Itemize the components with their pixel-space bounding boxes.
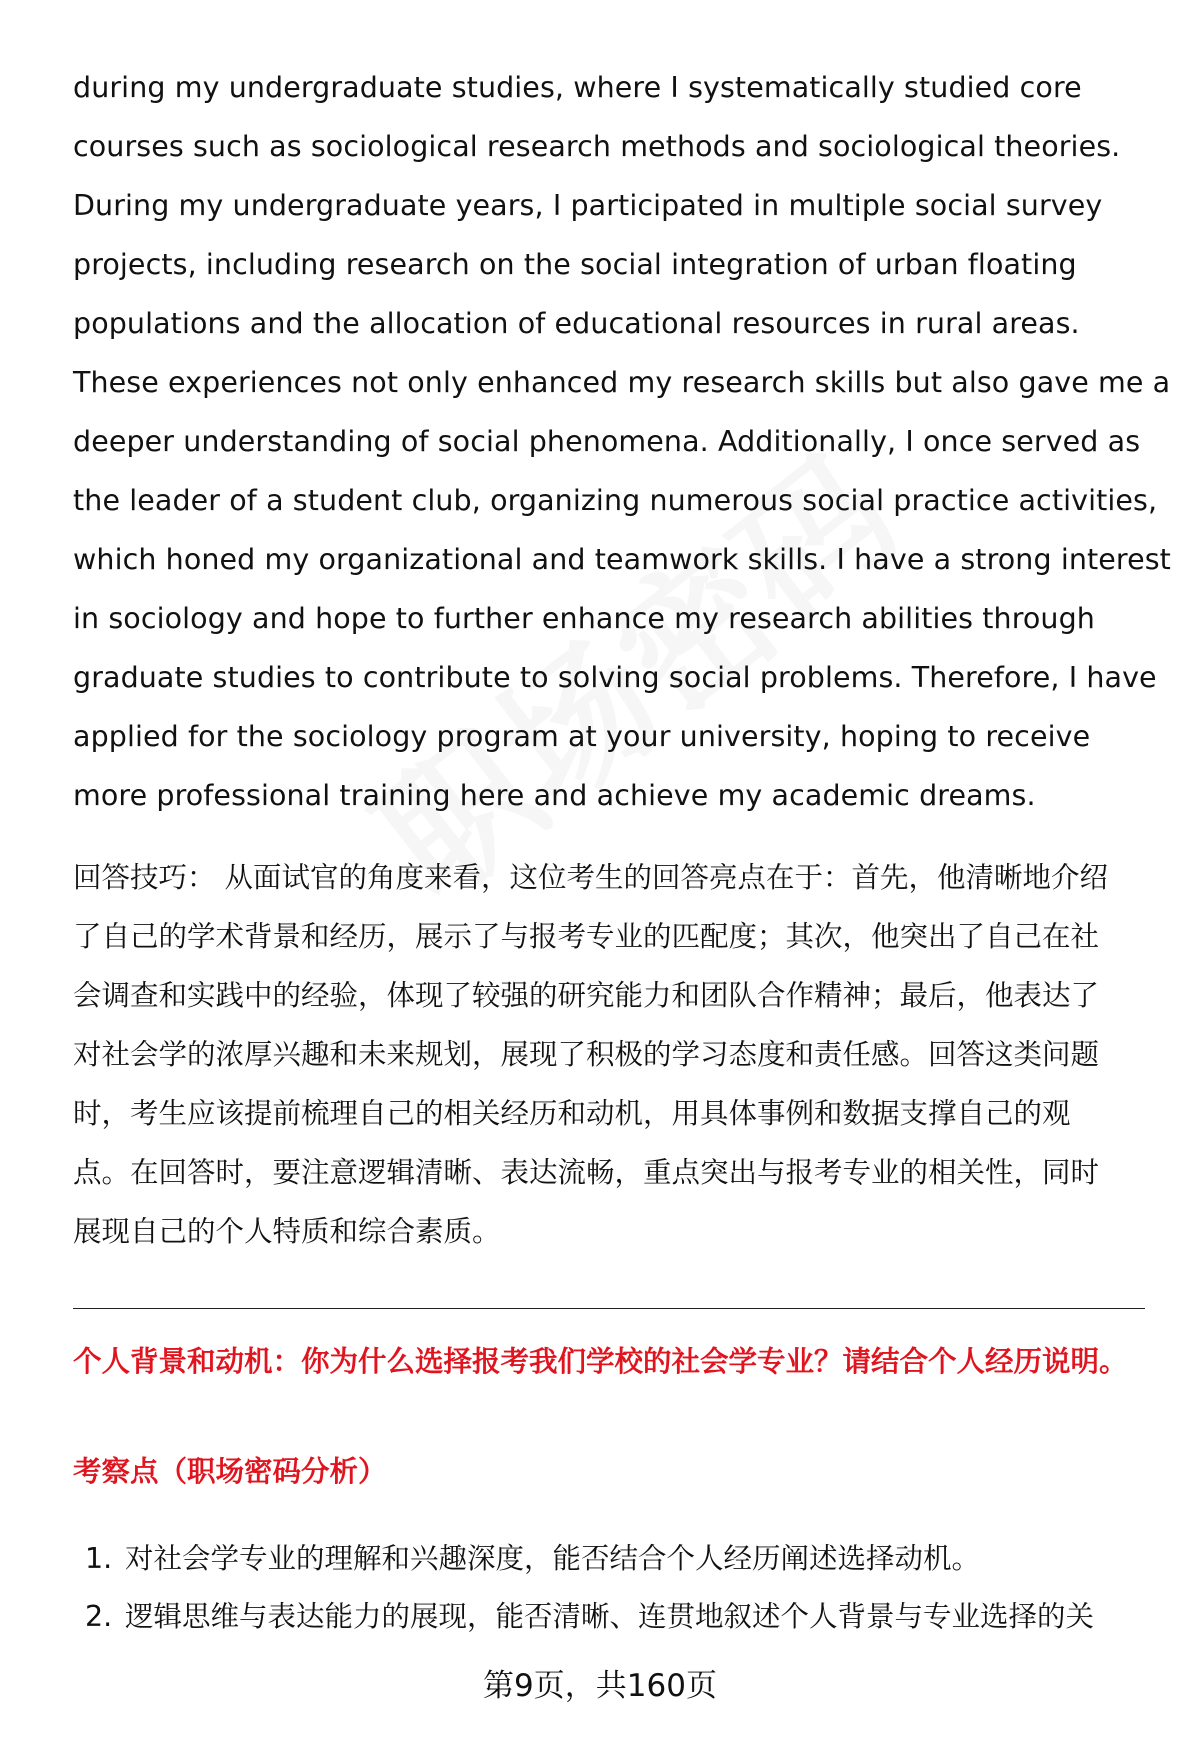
- answer-line: graduate studies to contribute to solving social problems. Therefore, I have: [73, 661, 1157, 694]
- tips-line: 展现自己的个人特质和综合素质。: [73, 1215, 501, 1248]
- list-item: [85, 1588, 1094, 1646]
- tips-line: 会调查和实践中的经验，体现了较强的研究能力和团队合作精神；最后，他表达了: [73, 979, 1100, 1012]
- answer-line: courses such as sociological research methods and sociological theories.: [73, 130, 1121, 163]
- answer-line: in sociology and hope to further enhance my research abilities through: [73, 602, 1095, 635]
- tips-line: 对社会学的浓厚兴趣和未来规划，展现了积极的学习态度和责任感。回答这类问题: [73, 1038, 1100, 1071]
- list-number: 2.: [85, 1600, 113, 1633]
- answer-line: deeper understanding of social phenomena. Additionally, I once served as: [73, 425, 1141, 458]
- answer-line: These experiences not only enhanced my research skills but also gave me a: [73, 366, 1171, 399]
- tips-line: 时，考生应该提前梳理自己的相关经历和动机，用具体事例和数据支撑自己的观: [73, 1097, 1071, 1130]
- page-number: 第9页，共160页: [483, 1668, 717, 1704]
- answer-line: projects, including research on the social integration of urban floating: [73, 248, 1077, 281]
- answer-line: applied for the sociology program at your university, hoping to receive: [73, 720, 1091, 753]
- answer-line: more professional training here and achieve my academic dreams.: [73, 779, 1036, 812]
- answer-line: the leader of a student club, organizing numerous social practice activities,: [73, 484, 1158, 517]
- list-number: 1.: [85, 1542, 113, 1575]
- answer-line: During my undergraduate years, I participated in multiple social survey: [73, 189, 1103, 222]
- section-heading: 考察点（职场密码分析）: [73, 1455, 387, 1488]
- tips-line: 点。在回答时，要注意逻辑清晰、表达流畅，重点突出与报考专业的相关性，同时: [73, 1156, 1100, 1189]
- question-title: 个人背景和动机：你为什么选择报考我们学校的社会学专业？请结合个人经历说明。: [73, 1345, 1128, 1378]
- answer-line: populations and the allocation of educational resources in rural areas.: [73, 307, 1080, 340]
- list-text: 逻辑思维与表达能力的展现，能否清晰、连贯地叙述个人背景与专业选择的关: [125, 1600, 1095, 1633]
- tips-line: 了自己的学术背景和经历，展示了与报考专业的匹配度；其次，他突出了自己在社: [73, 920, 1100, 953]
- section-divider: [73, 1308, 1145, 1309]
- assessment-points-list: [85, 1530, 1094, 1646]
- tips-line: 回答技巧： 从面试官的角度来看，这位考生的回答亮点在于：首先，他清晰地介绍: [73, 861, 1109, 894]
- answer-paragraph: [73, 58, 1171, 825]
- answer-line: which honed my organizational and teamwork skills. I have a strong interest: [73, 543, 1171, 576]
- list-text: 对社会学专业的理解和兴趣深度，能否结合个人经历阐述选择动机。: [125, 1542, 981, 1575]
- answer-tips-paragraph: [73, 848, 1148, 1261]
- list-item: [85, 1530, 1094, 1588]
- answer-line: during my undergraduate studies, where I systematically studied core: [73, 71, 1082, 104]
